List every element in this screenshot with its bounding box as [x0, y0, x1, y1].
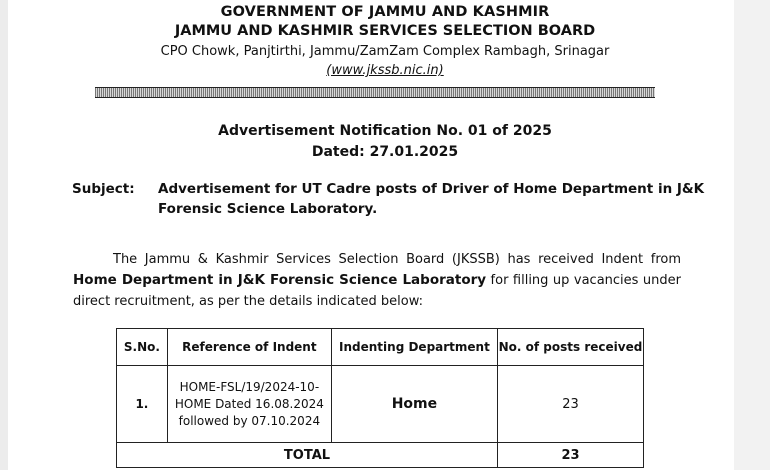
letterhead — [0, 2, 770, 80]
total-label: TOTAL — [117, 443, 498, 468]
paragraph-intro: The Jammu & Kashmir Services Selection Board (JKSSB) has received Indent from — [113, 252, 681, 267]
subject-text: Advertisement for UT Cadre posts of Driver of Home Department in J&K Forensic Science Laboratory. — [158, 181, 705, 217]
header-reference: Reference of Indent — [167, 329, 331, 366]
board-title: JAMMU AND KASHMIR SERVICES SELECTION BOARD — [174, 23, 596, 39]
paragraph-department: Home Department in J&K Forensic Science Laboratory — [73, 272, 487, 288]
subject-label: Subject: — [72, 181, 135, 197]
table-header-row — [117, 329, 644, 366]
total-value: 23 — [497, 443, 643, 468]
letterhead-divider — [95, 87, 655, 98]
reference-line: HOME Dated 16.08.2024 — [174, 396, 324, 411]
header-department: Indenting Department — [331, 329, 497, 366]
notification-date: Dated: 27.01.2025 — [311, 144, 459, 160]
notification-title: Advertisement Notification No. 01 of 2025 — [218, 123, 552, 139]
header-sno: S.No. — [117, 329, 168, 366]
reference-line: followed by 07.10.2024 — [178, 413, 321, 428]
indent-table — [116, 328, 644, 468]
board-website: (www.jkssb.nic.in) — [326, 63, 444, 78]
cell-posts: 23 — [497, 366, 643, 443]
cell-reference — [167, 366, 331, 443]
paragraph-outro: for filling up vacancies under direct recruitment, as per the details indicated below: — [73, 273, 681, 309]
reference-line: HOME-FSL/19/2024-10- — [179, 379, 320, 394]
board-address: CPO Chowk, Panjtirthi, Jammu/ZamZam Complex Rambagh, Srinagar — [160, 44, 610, 59]
notification-block — [0, 121, 770, 163]
table-row — [117, 366, 644, 443]
cell-department: Home — [331, 366, 497, 443]
cell-sno: 1. — [117, 366, 168, 443]
header-posts: No. of posts received — [497, 329, 643, 366]
table-total-row — [117, 443, 644, 468]
body-paragraph — [73, 249, 681, 312]
government-title: GOVERNMENT OF JAMMU AND KASHMIR — [220, 4, 550, 20]
